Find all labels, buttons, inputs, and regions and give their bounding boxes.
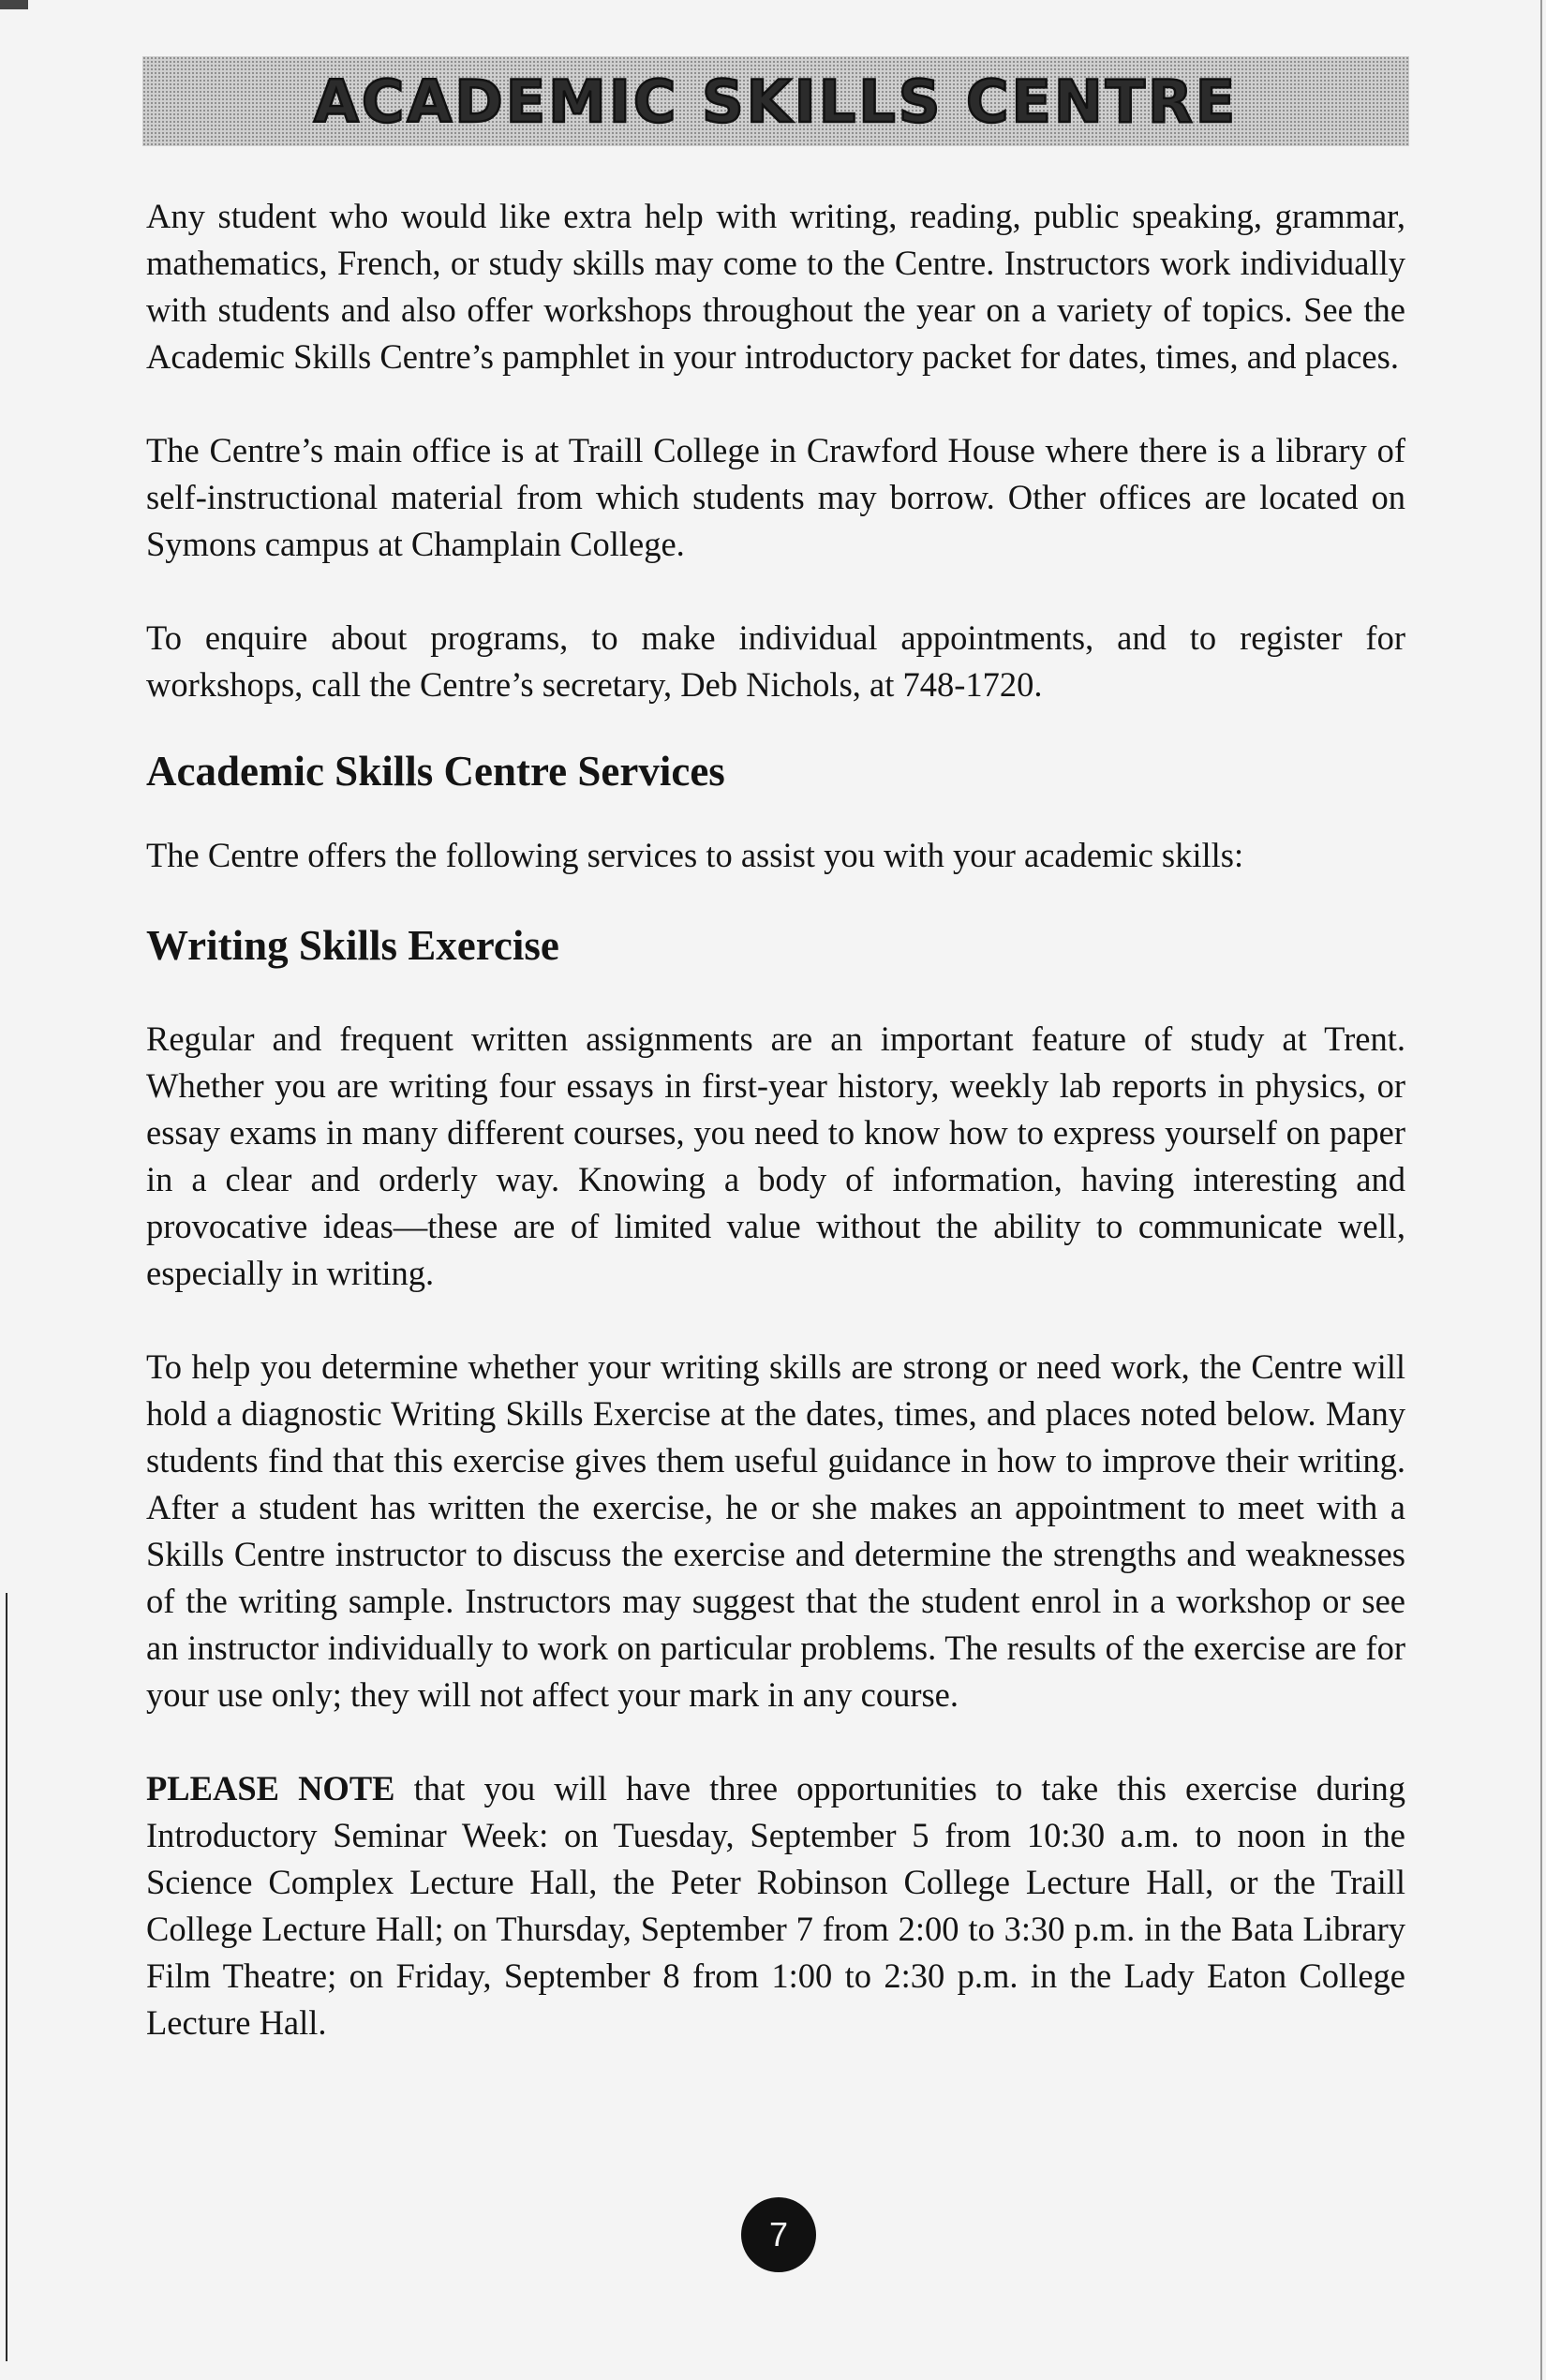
- scan-edge-left: [6, 1593, 7, 2361]
- please-note-body: that you will have three opportunities to take this exercise during Introductory Seminar Week: on Tuesday, September 5 from 10:30 a.m. to noon in the Science Complex Lecture Hall, the Peter Robinson College Lecture Hall, or the Traill College Lecture Hall; on Thursday, September 7 from 2:00 to 3:30 p.m. in the Bata Library Film Theatre; on Friday, September 8 from 1:00 to 2:30 p.m. in the Lady Eaton College Lecture Hall.: [146, 1769, 1405, 2042]
- intro-paragraph-1: Any student who would like extra help with writing, reading, public speaking, grammar, mathematics, French, or study skills may come to the Centre. Instructors work individually with students and also offer workshops throughout the year on a variety of topics. See the Academic Skills Centre’s pamphlet in your introductory packet for dates, times, and places.: [146, 197, 1405, 376]
- scan-edge-right: [1540, 0, 1542, 2380]
- please-note-paragraph: [146, 1765, 1405, 2046]
- scan-corner-mark: [0, 0, 28, 9]
- intro-paragraph-2: The Centre’s main office is at Traill College in Crawford House where there is a library of self-instructional material from which students may borrow. Other offices are located on Symons campus at Champlain College.: [146, 431, 1405, 563]
- services-heading: Academic Skills Centre Services: [146, 748, 725, 795]
- writing-skills-paragraph-2: To help you determine whether your writing skills are strong or need work, the Centre will hold a diagnostic Writing Skills Exercise at the dates, times, and places noted below. Many students find that this exercise gives them useful guidance in how to improve their writing. After a student has written the exercise, he or she makes an appointment to meet with a Skills Centre instructor to discuss the exercise and determine the strengths and weaknesses of the writing sample. Instructors may suggest that the student enrol in a workshop or see an instructor individually to work on particular problems. The results of the exercise are for your use only; they will not affect your mark in any course.: [146, 1347, 1405, 1714]
- page-title: ACADEMIC SKILLS CENTRE: [313, 67, 1239, 136]
- writing-skills-heading: Writing Skills Exercise: [146, 922, 559, 969]
- main-content: [146, 193, 1405, 2046]
- intro-paragraph-3: To enquire about programs, to make individual appointments, and to register for workshops, call the Centre’s secretary, Deb Nichols, at 748-1720.: [146, 618, 1405, 704]
- header-banner: [142, 56, 1409, 146]
- please-note-lead: PLEASE NOTE: [146, 1769, 395, 1807]
- page-number: 7: [768, 2215, 789, 2254]
- page-number-badge: [741, 2197, 816, 2272]
- services-paragraph: The Centre offers the following services to assist you with your academic skills:: [146, 836, 1244, 874]
- writing-skills-paragraph-1: Regular and frequent written assignments are an important feature of study at Trent. Whether you are writing four essays in first-year history, weekly lab reports in physics, or essay exams in many different courses, you need to know how to express yourself on paper in a clear and orderly way. Knowing a body of information, having interesting and provocative ideas—these are of limited value without the ability to communicate well, especially in writing.: [146, 1019, 1405, 1292]
